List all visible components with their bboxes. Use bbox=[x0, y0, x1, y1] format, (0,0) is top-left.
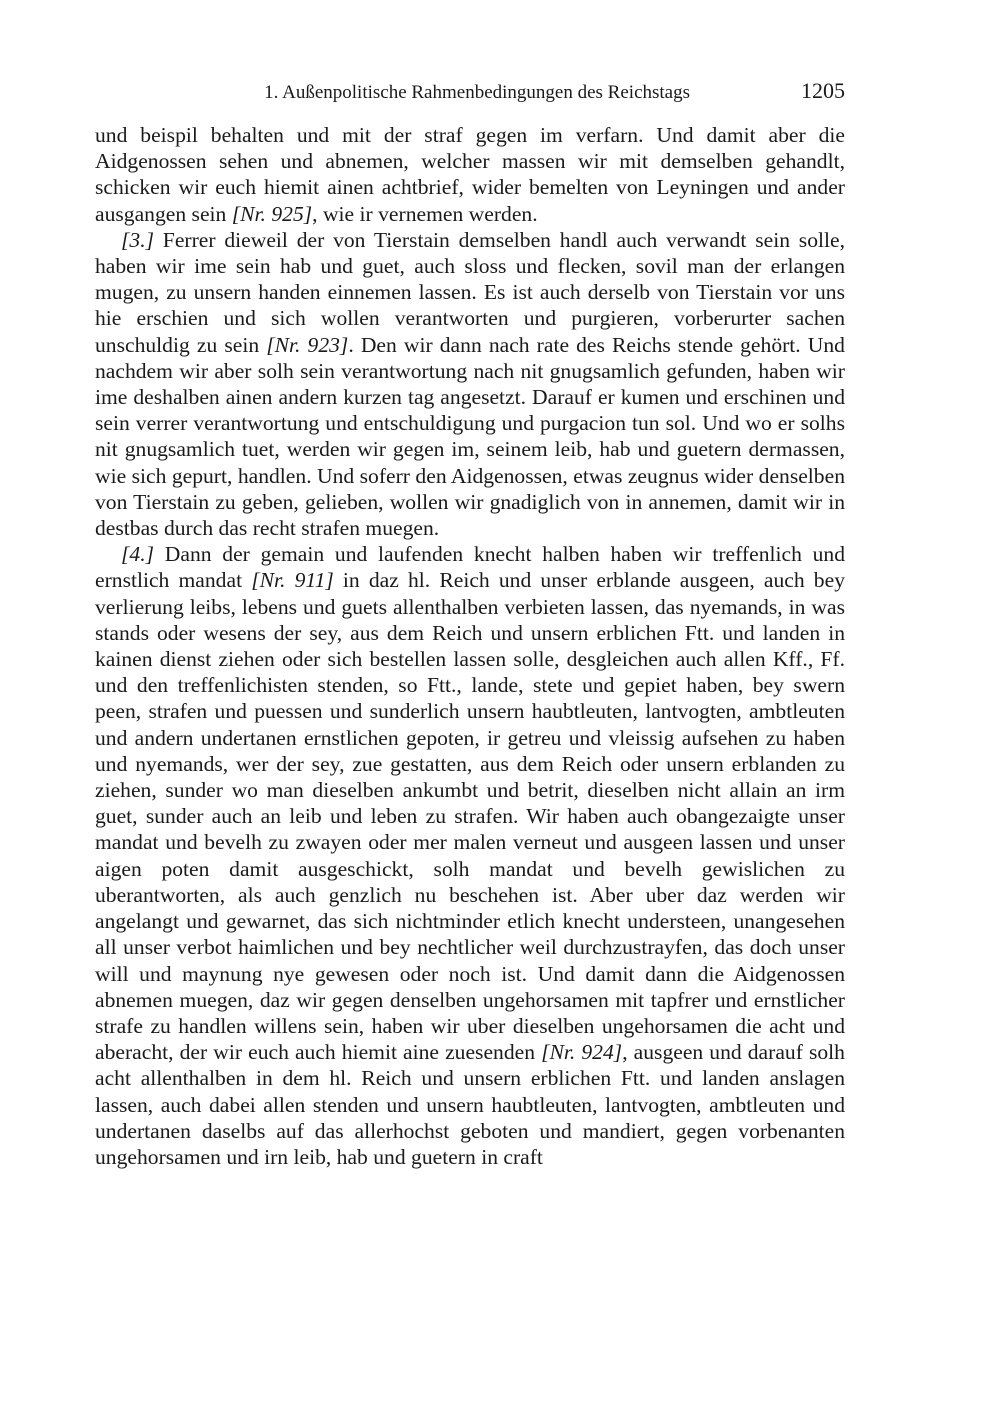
cross-reference: [Nr. 923] bbox=[266, 332, 349, 357]
paragraph-number: [4.] bbox=[121, 542, 155, 567]
running-header bbox=[95, 78, 845, 108]
cross-reference: [Nr. 925] bbox=[231, 201, 313, 226]
text-segment: , ausgeen und darauf solh acht allenthalben in dem hl. Reich und unsern erblichen Ftt. und landen anslagen lassen, auch dabei allen stenden und unsern haubtleuten, lantvogten, ambtleuten und undertanen daselbs auf das allerhochst geboten und mandiert, gegen vorbenanten ungehorsamen und irn leib, hab und guetern in craft bbox=[95, 1040, 845, 1169]
document-page bbox=[95, 78, 845, 1170]
cross-reference: [Nr. 924] bbox=[541, 1040, 623, 1065]
text-segment: und beispil behalten und mit der straf gegen im verfarn. Und damit aber die Aidgenossen sehen und abnemen, welcher massen wir mit demselben gehandlt, schicken wir euch hiemit ainen achtbrief, wider bemelten von Leyningen und ander ausgangen sein bbox=[95, 123, 845, 226]
text-segment: . Den wir dann nach rate des Reichs stende gehört. Und nachdem wir aber solh sein verantwortung nach nit gnugsamlich gefunden, haben wir ime deshalben ainen andern kurzen tag angesetzt. Darauf er kumen und erschinen und sein verrer verantwortung und entschuldigung und purgacion tun sol. Und wo er solhs nit gnugsamlich tuet, werden wir gegen im, seinem leib, hab und guetern dermassen, wie sich gepurt, handlen. Und soferr den Aidgenossen, etwas zeugnus wider denselben von Tierstain zu geben, gelieben, wollen wir gnadiglich von in annemen, damit wir in destbas durch das recht strafen muegen. bbox=[95, 332, 845, 541]
text-segment: in daz hl. Reich und unser erblande ausgeen, auch bey verlierung leibs, lebens und guets allenthalben verbieten lassen, das nyemands, in was stands oder wesens der sey, aus dem Reich und unsern erblichen Ftt. und landen in kainen dienst ziehen oder sich bestellen lassen solle, desgleichen auch allen Kff., Ff. und den treffenlichisten stenden, so Ftt., lande, stete und gepiet haben, bey swern peen, strafen und puessen und sunderlich unsern haubtleuten, lantvogten, ambtleuten und andern undertanen ernstlichen gepoten, ir getreu und vleissig aufsehen zu haben und nyemands, wer der sey, zue gestatten, aus dem Reich oder unsern erblanden zu ziehen, sunder wo man dieselben ankumbt und betrit, dieselben nicht allain an irm guet, sunder auch an leib und leben zu strafen. Wir haben auch obangezaigte unser mandat und bevelh zu zwayen oder mer malen verneut und ausgeen lassen und unser aigen poten damit ausgeschickt, solh mandat und bevelh gewislichen zu uberantworten, als auch genzlich nu beschehen ist. Aber uber daz werden wir angelangt und gewarnet, das sich nichtminder etlich knecht understeen, unangesehen all unser verbot haimlichen und bey nechtlicher weil durchzustrayfen, das doch unser will und maynung nye gewesen oder noch ist. Und damit dann die Aidgenossen abnemen muegen, daz wir gegen denselben ungehorsamen mit tapfrer und ernstlicher strafe zu handlen willens sein, haben wir uber dieselben ungehorsamen die acht und aberacht, der wir euch auch hiemit aine zuesenden bbox=[95, 568, 845, 1065]
text-segment: Ferrer dieweil der von Tierstain demselben handl auch verwandt sein solle, haben wir ime sein hab und guet, auch sloss und flecken, sovil man der erlangen mugen, zu unsern handen einnemen lassen. Es ist auch derselb von Tierstain vor uns hie erschien und sich wollen verantworten und purgieren, vorberurter sachen unschuldig zu sein bbox=[95, 227, 845, 357]
paragraph-3 bbox=[95, 227, 845, 541]
text-segment: Dann der gemain und laufenden knecht halben haben wir treffenlich und ernstlich mandat bbox=[95, 542, 845, 593]
paragraph-continuation bbox=[95, 122, 845, 227]
paragraph-4 bbox=[95, 541, 845, 1170]
running-title: 1. Außenpolitische Rahmenbedingungen des Reichstags bbox=[264, 82, 690, 103]
page-number: 1205 bbox=[801, 78, 845, 103]
cross-reference: [Nr. 911] bbox=[251, 568, 334, 593]
body-text bbox=[95, 122, 845, 1170]
paragraph-number: [3.] bbox=[121, 227, 155, 252]
text-segment: , wie ir vernemen werden. bbox=[312, 201, 538, 226]
